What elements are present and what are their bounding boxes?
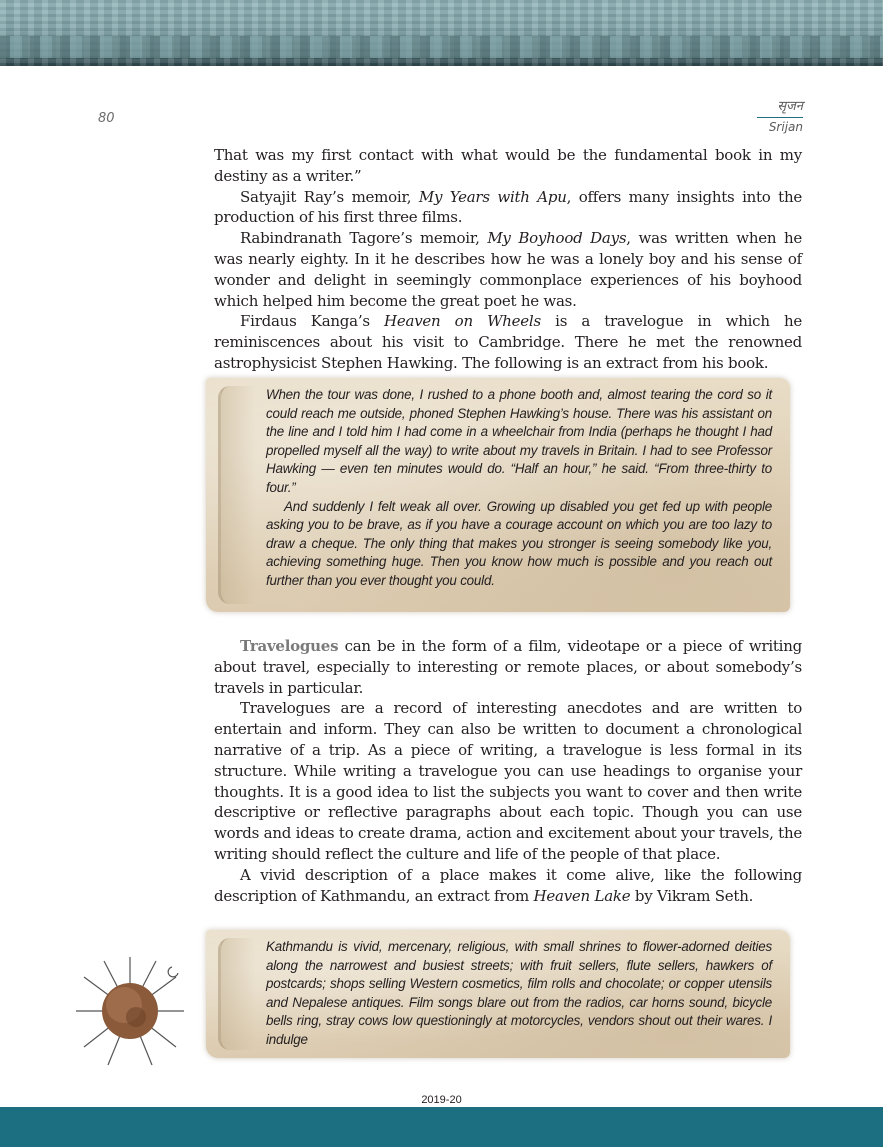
header-banner-band: [0, 36, 883, 58]
book-title-italic: Heaven Lake: [533, 886, 631, 905]
book-title-english: Srijan: [768, 120, 803, 134]
paragraph: [214, 636, 802, 698]
quote-box-heaven-lake: [206, 930, 790, 1058]
quote-text: [266, 938, 772, 1050]
body-section-1: [214, 145, 802, 374]
scroll-curl-decoration: [218, 386, 255, 604]
book-title-italic: My Boyhood Days: [487, 229, 627, 248]
text-run: A vivid description of a place makes it come alive, like the following description of Kathmandu, an extract from: [214, 865, 802, 905]
running-head: [757, 96, 803, 134]
text-run: by Vikram Seth.: [630, 886, 754, 905]
body-section-2: [214, 636, 802, 906]
scroll-curl-decoration: [218, 938, 255, 1050]
header-banner: [0, 0, 883, 66]
text-run: , was written when he was nearly eighty. In it he describes how he was a lonely boy and his sense of wonder and delight in seemingly commonplace experiences of his boyhood which helped him become the great poet he was.: [214, 229, 802, 310]
text-run: , offers many insights into the production of his first three films.: [214, 187, 802, 227]
footer-bar: [0, 1107, 883, 1147]
paragraph: [214, 187, 802, 229]
book-title-hindi: सृजन: [777, 99, 803, 114]
paragraph: Travelogues are a record of interesting anecdotes and are written to entertain and inform. They can also be written to document a chronological narrative of a trip. As a piece of writing, a travelogue is less formal in its structure. While writing a travelogue you can use headings to organise your thoughts. It is a good idea to list the subjects you want to cover and then write descriptive or reflective paragraphs about each topic. Though you can use words and ideas to create drama, action and excitement about your travels, the writing should reflect the culture and life of the people of that place.: [214, 699, 802, 863]
text-run: Rabindranath Tagore’s memoir,: [240, 229, 488, 248]
footer-year: 2019-20: [421, 1094, 462, 1106]
sun-emblem-icon: [74, 955, 186, 1067]
paragraph: [214, 228, 802, 311]
paragraph: [214, 865, 802, 907]
quote-paragraph: Kathmandu is vivid, mercenary, religious, with small shrines to flower-adorned deities along the narrowest and busiest streets; with fruit sellers, flute sellers, hawkers of postcards; shops selling Western cosmetics, film rolls and chocolate; or copper utensils and Nepalese antiques. Film songs blare out from the radios, car horns sound, bicycle bells ring, stray cows low questioningly at motorcycles, vendors shout out their wares. I indulge: [266, 939, 772, 1047]
book-title-italic: Heaven on Wheels: [384, 312, 541, 331]
quote-paragraph: When the tour was done, I rushed to a phone booth and, almost tearing the cord so it could reach me outside, phoned Stephen Hawking’s house. There was his assistant on the line and I told him I had come in a wheelchair from India (perhaps he thought I had propelled myself all the way) to write about my travels in Britain. I had to see Professor Hawking — even ten minutes would do. “Half an hour,” he said. “From three-thirty to four.”: [266, 387, 772, 495]
text-run: can be in the form of a film, videotape or a piece of writing about travel, especially to interesting or remote places, or about somebody’s travels in particular.: [214, 637, 802, 697]
book-title-italic: My Years with Apu: [418, 187, 567, 206]
text-run: Satyajit Ray’s memoir,: [240, 187, 419, 206]
paragraph: [214, 311, 802, 373]
text-run: is a travelogue in which he reminiscences about his visit to Cambridge. There he met the renowned astrophysicist Stephen Hawking. The following is an extract from his book.: [214, 312, 802, 372]
text-run: Firdaus Kanga’s: [240, 312, 385, 331]
page-number: 80: [98, 111, 115, 126]
key-term: Travelogues: [240, 637, 339, 655]
quote-paragraph: And suddenly I felt weak all over. Growing up disabled you get fed up with people asking you to be brave, as if you have a courage account on which you are too lazy to draw a cheque. The only thing that makes you stronger is seeing somebody like you, achieving something huge. Then you know how much is possible and you reach out further than you ever thought you could.: [266, 498, 772, 588]
quote-text: [266, 386, 772, 591]
quote-box-heaven-on-wheels: [206, 378, 790, 612]
paragraph: That was my first contact with what would be the fundamental book in my destiny as a writer.”: [214, 146, 802, 185]
